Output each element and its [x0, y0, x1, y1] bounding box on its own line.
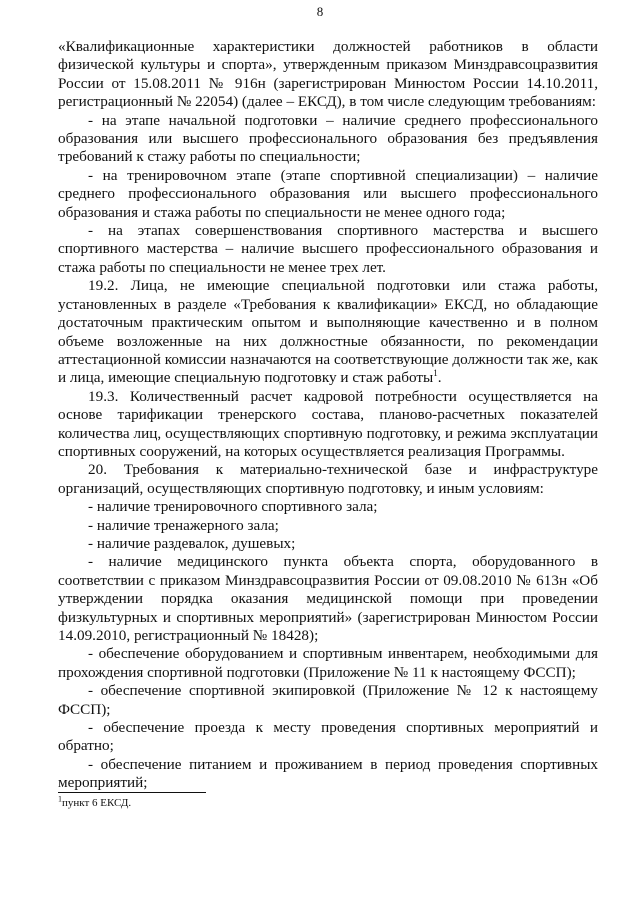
- footnote: [58, 794, 132, 809]
- footnote-reference: 1: [433, 368, 438, 379]
- list-item-changing-rooms: - наличие раздевалок, душевых;: [88, 534, 296, 552]
- page-number: 8: [316, 4, 324, 19]
- paragraph-19-2-text: 19.2. Лица, не имеющие специальной подготовки или стажа работы, установленных в разделе «Требования к квалификации» ЕКСД, но обладающие достаточным практическим опытом и выполняющие качественно и в полном объеме возложенные на них должностные обязанности, по рекомендации аттестационной комиссии назначаются на соответствующие должности так же, как и лица, имеющие специальную подготовку и стаж работы: [58, 277, 598, 387]
- paragraph-mastery-stage: - на этапах совершенствования спортивного мастерства и высшего спортивного мастерства – наличие высшего профессионального образования и стажа работы по специальности не менее трех лет.: [58, 222, 598, 276]
- list-item-meals-lodging: - обеспечение питанием и проживанием в период проведения спортивных мероприятий;: [58, 755, 598, 792]
- list-item-gym: - наличие тренажерного зала;: [88, 516, 279, 534]
- list-item-medical-point: - наличие медицинского пункта объекта спорта, оборудованного в соответствии с приказом Минздравсоцразвития России от 09.08.2010 № 613н «Об утверждении порядка оказания медицинской помощи при проведении физкультурных и спортивных мероприятий» (зарегистрирован Минюстом России 14.09.2010, регистрационный № 18428);: [58, 553, 598, 644]
- paragraph-eksd-intro: «Квалификационные характеристики должностей работников в области физической культуры и спорта», утвержденным приказом Минздравсоцразвития России от 15.08.2011 № 916н (зарегистрирован Минюстом России 14.10.2011, регистрационный № 22054) (далее – ЕКСД), в том числе следующим требованиям:: [58, 38, 598, 111]
- list-item-equipment: - обеспечение оборудованием и спортивным инвентарем, необходимыми для прохождения спортивной подготовки (Приложение № 11 к настоящему ФССП);: [58, 645, 598, 681]
- list-item-sports-gear: - обеспечение спортивной экипировкой (Приложение № 12 к настоящему ФССП);: [58, 682, 598, 718]
- paragraph-19-2: 19.2. Лица, не имеющие специальной подготовки или стажа работы, установленных в разделе «Требования к квалификации» ЕКСД, но обладающие достаточным практическим опытом и выполняющие качественно и в полном объеме возложенные на них должностные обязанности, по рекомендации аттестационной комиссии назначаются на соответствующие должности так же, как и лица, имеющие специальную подготовку и стаж работы$^1$.: [58, 277, 598, 387]
- list-item-travel: - обеспечение проезда к месту проведения спортивных мероприятий и обратно;: [58, 719, 598, 755]
- footnote-marker: 1: [58, 794, 62, 804]
- paragraph-20: 20. Требования к материально-технической базе и инфраструктуре организаций, осуществляющих спортивную подготовку, и иным условиям:: [58, 461, 598, 497]
- paragraph-initial-stage: - на этапе начальной подготовки – наличие среднего профессионального образования или высшего профессионального образования без предъявления требований к стажу работы по специальности;: [58, 111, 598, 166]
- paragraph-training-stage: - на тренировочном этапе (этапе спортивной специализации) – наличие среднего профессионального образования или высшего профессионального образования и стажа работы по специальности не менее одного года;: [58, 166, 598, 221]
- body-text: [58, 38, 598, 793]
- paragraph-19-3: 19.3. Количественный расчет кадровой потребности осуществляется на основе тарификации тренерского состава, планово-расчетных показателей количества лиц, осуществляющих спортивную подготовку, и режима эксплуатации спортивных сооружений, на которых осуществляется реализация Программы.: [58, 387, 598, 460]
- footnote-divider: [58, 792, 206, 793]
- list-item-training-hall: - наличие тренировочного спортивного зала;: [88, 498, 378, 516]
- footnote-text: пункт 6 ЕКСД.: [62, 797, 132, 809]
